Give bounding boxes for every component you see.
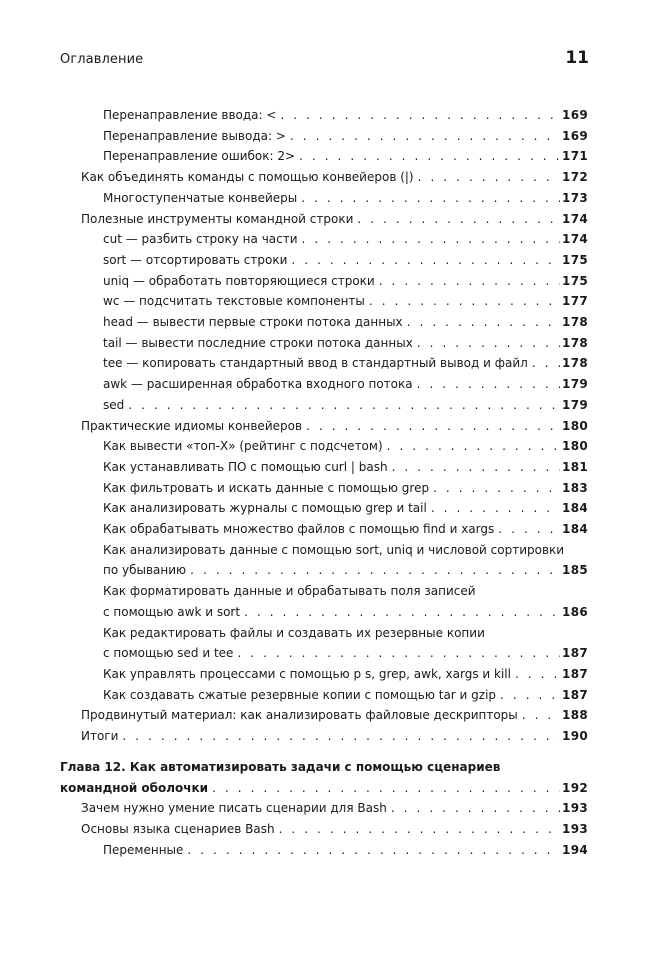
toc-entry-page: 179 (562, 397, 588, 412)
toc-entry-page: 180 (562, 439, 588, 454)
toc-entry-title: head — вывести первые строки потока данных (103, 315, 403, 330)
toc-entry[interactable] (81, 726, 588, 747)
toc-entry-page: 177 (562, 294, 588, 309)
toc-entry-title: uniq — обработать повторяющиеся строки (103, 273, 375, 288)
toc-entry-page: 187 (562, 687, 588, 702)
toc-entry-title: Как фильтровать и искать данные с помощью grep (103, 480, 430, 495)
toc-entry[interactable] (103, 188, 588, 209)
toc-entry-page: 175 (562, 273, 588, 288)
toc-entry[interactable] (103, 333, 588, 354)
toc-entry[interactable] (103, 105, 588, 126)
dot-leader (237, 643, 560, 664)
toc-entry-page: 172 (562, 170, 588, 185)
dot-leader (279, 819, 560, 840)
toc-entry[interactable] (103, 374, 588, 395)
dot-leader (369, 291, 560, 312)
toc-entry[interactable] (103, 291, 588, 312)
dot-leader (291, 250, 560, 271)
toc-entry-title: tail — вывести последние строки потока данных (103, 335, 413, 350)
toc-entry-page: 169 (562, 108, 588, 122)
toc-entry-title: Как обрабатывать множество файлов с помощью find и xargs (103, 522, 495, 537)
toc-entry-title: Как устанавливать ПО с помощью curl | bash (103, 459, 388, 474)
toc-entry-title: sed (103, 397, 125, 412)
dot-leader (187, 840, 560, 861)
toc-entry-page: 179 (562, 377, 588, 392)
toc-entry-page: 186 (562, 604, 588, 619)
toc-entry-title: tee — копировать стандартный ввод в стандартный вывод и файл (103, 356, 528, 371)
toc-entry-title: Основы языка сценариев Bash (81, 821, 275, 836)
toc-entry[interactable] (81, 705, 588, 726)
toc-entry-title: Полезные инструменты командной строки (81, 211, 354, 226)
toc-group-chapter-12 (0, 757, 665, 861)
dot-leader (431, 498, 560, 519)
toc-entry-page: 187 (562, 666, 588, 681)
toc-entry-title: Как анализировать журналы с помощью grep и tail (103, 501, 427, 516)
toc-entry[interactable] (81, 209, 588, 230)
dot-leader (244, 602, 560, 623)
toc-entry-lead: Как редактировать файлы и создавать их резервные копии (103, 625, 485, 640)
toc-entry[interactable] (103, 146, 588, 167)
dot-leader (190, 560, 560, 581)
toc-entry[interactable] (103, 126, 588, 147)
toc-entry-lead: Глава 12. Как автоматизировать задачи с помощью сценариев (60, 759, 501, 774)
running-title: Оглавление (60, 52, 144, 67)
toc-entry-page: 193 (562, 821, 588, 836)
toc-entry[interactable] (103, 581, 588, 622)
dot-leader (387, 436, 560, 457)
toc-entry-lead: Как форматировать данные и обрабатывать поля записей (103, 584, 476, 599)
toc-entry-title: Продвинутый материал: как анализировать файловые дескрипторы (81, 708, 518, 723)
toc-entry-page: 173 (562, 190, 588, 205)
toc-entry-title: командной оболочки (60, 780, 209, 795)
toc-entry-page: 175 (562, 252, 588, 267)
toc-entry[interactable] (103, 623, 588, 664)
toc-entry-page: 174 (562, 211, 588, 226)
toc-entry[interactable] (103, 229, 588, 250)
toc-entry-page: 193 (562, 801, 588, 816)
toc-entry[interactable] (103, 685, 588, 706)
toc-entry[interactable] (103, 271, 588, 292)
toc-entry[interactable] (103, 395, 588, 416)
toc-entry-title: Зачем нужно умение писать сценарии для Bash (81, 801, 387, 816)
toc-entry-page: 181 (562, 459, 588, 474)
toc-entry-page: 184 (562, 522, 588, 537)
dot-leader (299, 146, 560, 167)
toc-entry-title: Перенаправление ошибок: 2> (103, 149, 296, 164)
toc-entry-page: 185 (562, 563, 588, 578)
toc-entry-page: 178 (562, 335, 588, 350)
toc-entry[interactable] (103, 498, 588, 519)
toc-entry-page: 169 (562, 128, 588, 143)
dot-leader (532, 353, 560, 374)
toc-entry-title: с помощью sed и tee (103, 646, 234, 661)
toc-entry[interactable] (103, 664, 588, 685)
dot-leader (418, 167, 560, 188)
dot-leader (122, 726, 560, 747)
dot-leader (498, 519, 560, 540)
toc-entry-title: Перенаправление вывода: > (103, 128, 286, 143)
toc-entry[interactable] (103, 436, 588, 457)
toc-entry-page: 188 (562, 708, 588, 723)
dot-leader (302, 229, 561, 250)
dot-leader (417, 333, 560, 354)
toc-entry-page: 192 (562, 780, 588, 795)
dot-leader (290, 126, 560, 147)
toc-entry-title: sort — отсортировать строки (103, 252, 288, 267)
dot-leader (407, 312, 560, 333)
toc-entry-title: cut — разбить строку на части (103, 232, 298, 247)
toc-entry-title: Как управлять процессами с помощью p s, grep, awk, xargs и kill (103, 666, 511, 681)
toc-entry-page: 184 (562, 501, 588, 516)
dot-leader (280, 105, 560, 126)
toc-entry-title: Итоги (81, 729, 119, 744)
dot-leader (379, 271, 560, 292)
toc-entry-page: 194 (562, 842, 588, 857)
toc-entry[interactable] (81, 416, 588, 437)
toc-entry[interactable] (103, 519, 588, 540)
toc-entry-lead: Как анализировать данные с помощью sort, uniq и числовой сортировки (103, 542, 565, 557)
toc-entry[interactable] (103, 457, 588, 478)
toc-entry-page: 190 (562, 729, 588, 744)
toc-entry-title: awk — расширенная обработка входного потока (103, 377, 413, 392)
dot-leader (500, 685, 560, 706)
dot-leader (306, 416, 560, 437)
toc-group-chapter-11-continued (0, 105, 665, 747)
toc-entry-title: по убыванию (103, 563, 187, 578)
toc-entry-title: wc — подсчитать текстовые компоненты (103, 294, 365, 309)
dot-leader (522, 705, 560, 726)
toc-entry-page: 180 (562, 418, 588, 433)
dot-leader (433, 478, 560, 499)
table-of-contents (0, 105, 665, 860)
toc-entry-title: Практические идиомы конвейеров (81, 418, 303, 433)
dot-leader (301, 188, 560, 209)
toc-entry[interactable] (103, 540, 588, 581)
toc-entry-title: Как объединять команды с помощью конвейеров (|) (81, 170, 414, 185)
toc-entry[interactable] (81, 798, 588, 819)
toc-entry-title: Перенаправление ввода: < (103, 108, 277, 122)
toc-entry-page: 171 (562, 149, 588, 164)
toc-entry-title: с помощью awk и sort (103, 604, 241, 619)
toc-entry[interactable] (103, 353, 588, 374)
dot-leader (417, 374, 560, 395)
dot-leader (391, 798, 560, 819)
dot-leader (515, 664, 560, 685)
toc-entry-title: Переменные (103, 842, 184, 857)
dot-leader (357, 209, 560, 230)
toc-entry[interactable] (103, 840, 588, 861)
toc-entry-page: 183 (562, 480, 588, 495)
toc-entry[interactable] (81, 167, 588, 188)
toc-entry-title: Как создавать сжатые резервные копии с помощью tar и gzip (103, 687, 497, 702)
toc-entry[interactable] (103, 478, 588, 499)
toc-entry[interactable] (103, 312, 588, 333)
dot-leader (128, 395, 560, 416)
toc-entry-title: Многоступенчатые конвейеры (103, 190, 298, 205)
running-header (60, 48, 589, 72)
toc-entry-page: 187 (562, 646, 588, 661)
toc-entry-title: Как вывести «топ-X» (рейтинг с подсчетом) (103, 439, 383, 454)
dot-leader (392, 457, 560, 478)
dot-leader (212, 778, 560, 799)
toc-entry-page: 174 (562, 232, 588, 247)
toc-entry-page: 178 (562, 356, 588, 371)
page-number: 11 (565, 48, 589, 68)
toc-entry-page: 178 (562, 315, 588, 330)
toc-chapter-entry[interactable] (60, 757, 588, 798)
toc-entry[interactable] (103, 250, 588, 271)
toc-entry[interactable] (81, 819, 588, 840)
